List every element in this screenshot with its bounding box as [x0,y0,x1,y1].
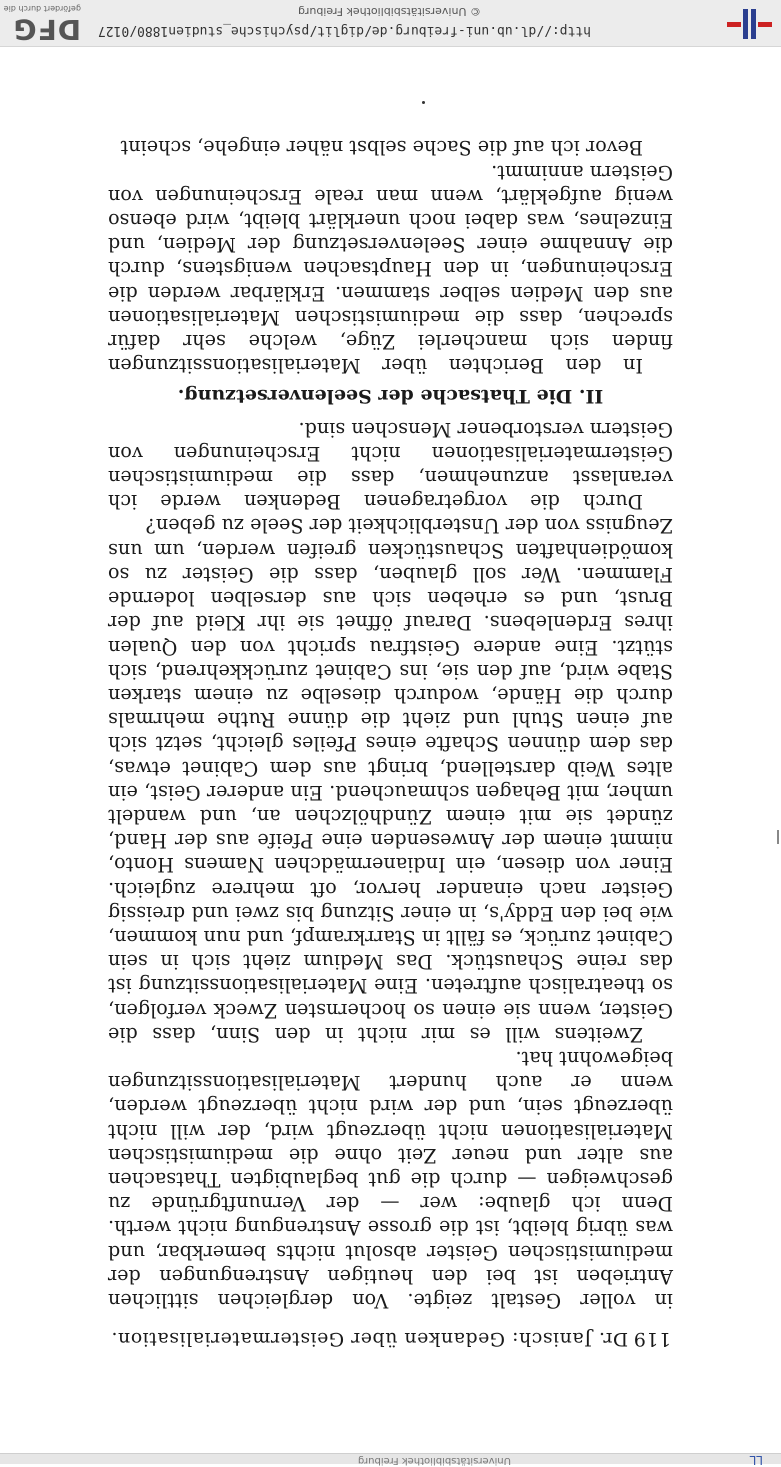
scan-speck [422,101,425,104]
section-heading: II. Die Thatsache der Seelenversetzung. [177,385,604,408]
library-logo-icon [724,7,776,41]
library-copyright: © Universitätsbibliothek Freiburg [298,5,481,18]
body-text [108,135,673,1312]
paragraph-4: In den Berichten über Materialisationssitzungen finden sich mancherlei Züge, welche sehr dafür sprechen, dass die mediumistischen Materialisationen aus den Medien selber stammen. Erklärbar werden die Erscheinungen, in den Hauptsachen wenigstens, durch die Annahme einer Seelenversetzung der Medien, und Einzelnes, was dabei noch unerklärt bleibt, wird ebenso wenig aufgeklärt, wenn man reale Erscheinungen von Geistern annimmt. [108,160,673,378]
paragraph-3: Durch die vorgetragenen Bedenken werde ich veranlasst anzunehmen, dass die mediumistischen Geistermaterialisationen nicht Erscheinungen von Geistern verstorbener Menschen sind. [108,417,673,514]
digitization-banner [0,0,781,47]
bottom-strip [0,1453,781,1467]
strip-number: LL [749,1453,763,1467]
scroll-indicator [777,830,779,844]
dfg-logo [1,4,81,44]
paragraph-1: in voller Gestalt zeigte. Von dergleichen sittlichen Antrieben ist bei den heutigen Anstrengungen der mediumistischen Geister absolut nichts bemerkbar, und was übrig bleibt, ist die grosse Anstrengung nicht werth. Denn ich glaube: wer — der Vernunftgründe zu geschweigen — durch die gut beglaubigten Thatsachen aus alter und neuer Zeit ohne die mediumistischen Materialisationen nicht überzeugt wird, der will nicht überzeugt sein, und der wird nicht überzeugt werden, wenn er auch hundert Materialisationssitzungen beigewohnt hat. [108,1046,673,1312]
source-url[interactable]: http://dl.ub.uni-freiburg.de/diglit/psychische_studien1880/0127 [97,23,591,38]
running-head-title: Dr. Janisch: Gedanken über Geistermaterialisation. [111,1328,629,1350]
dfg-logo-text: DFG [12,13,81,46]
strip-text: Universitätsbibliothek Freiburg [357,1455,511,1466]
dfg-tagline: gefördert durch die [3,4,81,13]
paragraph-5: Bevor ich auf die Sache selbst näher eingehe, scheint [120,136,643,160]
page-number: 119 [633,1328,671,1350]
paragraph-2: Zweitens will es mir nicht in den Sinn, dass die Geister, wenn sie einen so hochernsten Zweck verfolgen, so theatralisch auftreten. Eine Materialisationssitzung ist das reine Schaustück. Das Medium zieht sich in sein Cabinet zurück, es fällt in Starrkrampf, und nun kommen, wie bei den Eddy's, in einer Sitzung bis zwei und dreissig Geister nach einander hervor, oft mehrere zugleich. Einer von diesen, ein Indianermädchen Namens Honto, nimmt einem der Anwesenden eine Pfeife aus der Hand, zündet sie mit einem Zündhölzchen an, und wandelt umher, mit Behagen schmauchend. Ein anderer Geist, ein altes Weib darstellend, bringt aus dem Cabinet etwas, das dem dünnen Schafte eines Pfeiles gleicht, setzt sich auf einen Stuhl und zieht die dünne Ruthe mehrmals durch die Hände, wodurch dieselbe zu einem starken Stabe wird, auf den sie, ins Cabinet zurückkehrend, sich stützt. Eine andere Geistfrau spricht von den Qualen ihres Erdenlebens. Darauf öffnet sie ihr Kleid auf der Brust, und es erheben sich aus derselben lodernde Flammen. Wer soll glauben, dass die Geister zu so komödienhaften Schaustücken greifen werden, um uns Zeugniss von der Unsterblichkeit der Seele zu geben? [108,514,673,1046]
